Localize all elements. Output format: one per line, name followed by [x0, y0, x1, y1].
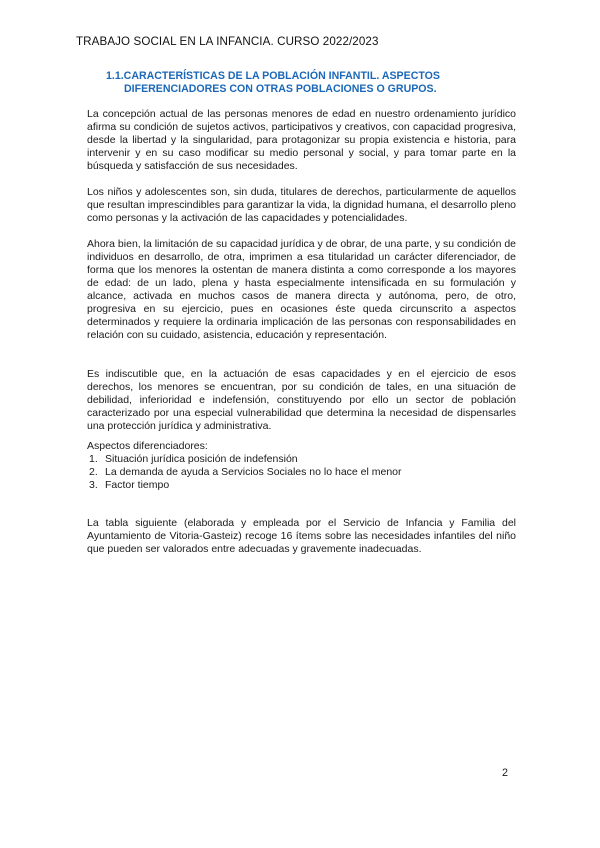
aspects-list — [87, 453, 516, 492]
list-item-text: La demanda de ayuda a Servicios Sociales no lo hace el menor — [105, 466, 402, 478]
list-item-number: 2. — [89, 466, 98, 478]
section-heading-line-1: 1.1.CARACTERÍSTICAS DE LA POBLACIÓN INFANTIL. ASPECTOS — [106, 70, 440, 82]
body-paragraph-3: Ahora bien, la limitación de su capacidad jurídica y de obrar, de una parte, y su condición de individuos en desarrollo, de otra, imprimen a esa titularidad un carácter diferenciador, de forma que los menores la ostentan de manera distinta a como corresponde a los mayores de edad: de un lado, plena y hasta especialmente intensificada en su formulación y alcance, activada en muchos casos de manera directa y autónoma, pero, de otro, progresiva en su ejercicio, pues en ocasiones éste queda circunscrito a aspectos determinados y requiere la ordinaria implicación de las personas con responsabilidades en relación con su cuidado, asistencia, educación y representación. — [87, 238, 517, 341]
body-paragraph-5: La tabla siguiente (elaborada y empleada por el Servicio de Infancia y Familia del Ayuntamiento de Vitoria-Gasteiz) recoge 16 ítems sobre las necesidades infantiles del niño que pueden ser valorados entre adecuadas y gravemente inadecuadas. — [87, 517, 516, 555]
list-item-text: Factor tiempo — [105, 479, 170, 491]
running-header: TRABAJO SOCIAL EN LA INFANCIA. CURSO 2022/2023 — [76, 35, 379, 48]
list-item-number: 3. — [89, 479, 98, 491]
section-heading — [106, 70, 486, 96]
section-heading-line-2: DIFERENCIADORES CON OTRAS POBLACIONES O GRUPOS. — [124, 83, 437, 95]
body-paragraph-4: Es indiscutible que, en la actuación de esas capacidades y en el ejercicio de esos derechos, los menores se encuentran, por su condición de tales, en una situación de debilidad, inferioridad e indefensión, constituyendo por ello un sector de población caracterizado por una especial vulnerabilidad que determina la necesidad de dispensarles una protección jurídica y administrativa. — [87, 368, 516, 432]
body-paragraph-1: La concepción actual de las personas menores de edad en nuestro ordenamiento jurídico afirma su condición de sujetos activos, participativos y creativos, con capacidad progresiva, desde la libertad y la singularidad, para protagonizar su propia existencia e historia, para intervenir y en su caso modificar su medio personal y social, y para tomar parte en la búsqueda y satisfacción de sus necesidades. — [87, 108, 516, 172]
aspects-intro: Aspectos diferenciadores: — [87, 440, 208, 452]
body-paragraph-2: Los niños y adolescentes son, sin duda, titulares de derechos, particularmente de aquellos que resultan imprescindibles para garantizar la vida, la dignidad humana, el desarrollo pleno como personas y la activación de las capacidades y potencialidades. — [87, 186, 517, 224]
list-item — [87, 479, 516, 492]
list-item — [87, 453, 516, 466]
list-item-text: Situación jurídica posición de indefensión — [105, 453, 298, 465]
list-item-number: 1. — [89, 453, 98, 465]
list-item — [87, 466, 516, 479]
page-number: 2 — [502, 767, 509, 779]
aspects-section — [87, 440, 516, 492]
